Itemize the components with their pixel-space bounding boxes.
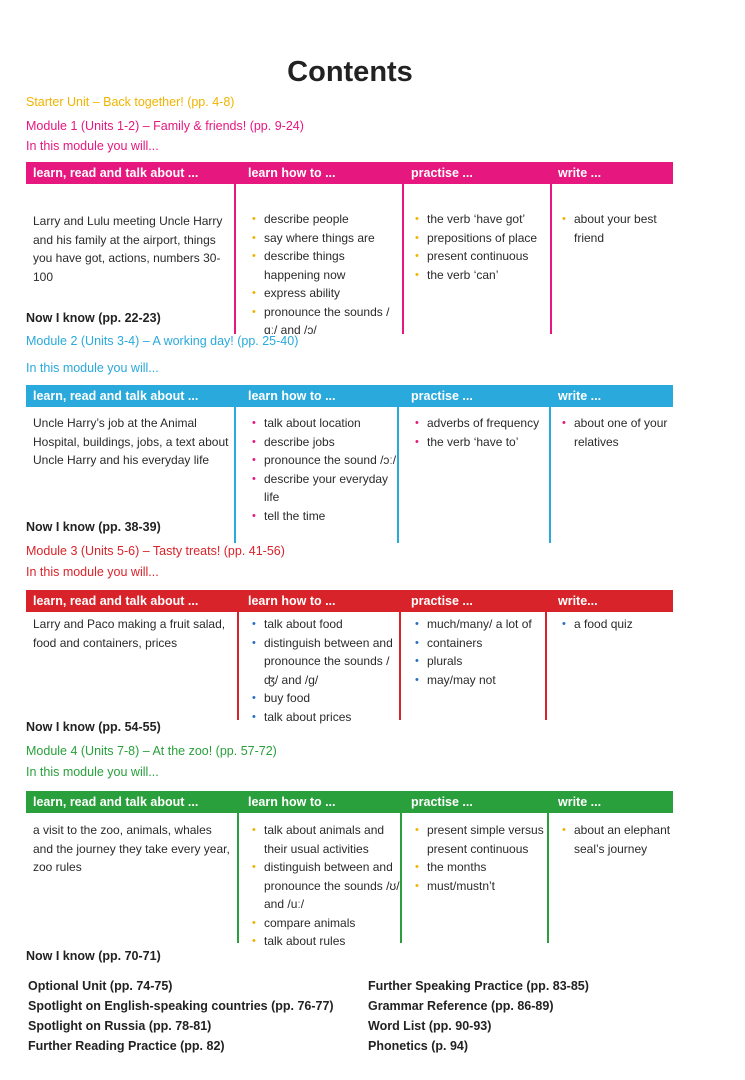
footer-item: Word List (pp. 90-93) bbox=[368, 1019, 492, 1033]
how-list bbox=[250, 821, 400, 951]
table-header bbox=[26, 385, 673, 407]
column-divider bbox=[400, 813, 402, 943]
list-item: • about one of your relatives bbox=[560, 414, 672, 451]
write-list bbox=[560, 615, 672, 634]
table-header bbox=[26, 162, 673, 184]
list-item: • say where things are bbox=[250, 229, 400, 248]
list-item: • about an elephant seal’s journey bbox=[560, 821, 672, 858]
learn-text: Uncle Harry’s job at the Animal Hospital, buildings, jobs, a text about Uncle Harry and his everyday life bbox=[33, 416, 229, 467]
how-list bbox=[250, 414, 400, 525]
list-item: • talk about location bbox=[250, 414, 400, 433]
header-learn: learn, read and talk about ... bbox=[33, 594, 199, 608]
list-item: • distinguish between and pronounce the sounds /ʊ/ and /uː/ bbox=[250, 858, 400, 914]
list-item: • describe things happening now bbox=[250, 247, 400, 284]
list-item: • pronounce the sounds /ɑː/ and /ɔ/ bbox=[250, 303, 400, 340]
list-item: • talk about food bbox=[250, 615, 400, 634]
list-item: • talk about animals and their usual activities bbox=[250, 821, 400, 858]
list-item: • buy food bbox=[250, 689, 400, 708]
write-list bbox=[560, 821, 672, 858]
footer-item: Phonetics (p. 94) bbox=[368, 1039, 469, 1053]
header-learn: learn, read and talk about ... bbox=[33, 389, 199, 403]
table-header bbox=[26, 791, 673, 813]
list-item: • describe jobs bbox=[250, 433, 400, 452]
list-item: • talk about prices bbox=[250, 708, 400, 727]
header-practise: practise ... bbox=[411, 594, 473, 608]
module-1-intro: In this module you will... bbox=[26, 139, 159, 153]
list-item: • may/may not bbox=[413, 671, 548, 690]
module-1-now-i-know: Now I know (pp. 22-23) bbox=[26, 311, 161, 325]
header-practise: practise ... bbox=[411, 795, 473, 809]
column-divider bbox=[550, 184, 552, 334]
footer-item: Spotlight on English-speaking countries (pp. 76-77) bbox=[28, 999, 334, 1013]
column-divider bbox=[402, 184, 404, 334]
list-item: • express ability bbox=[250, 284, 400, 303]
header-write: write ... bbox=[558, 795, 602, 809]
write-list bbox=[560, 414, 672, 451]
module-4-heading: Module 4 (Units 7-8) – At the zoo! (pp. 57-72) bbox=[26, 744, 277, 758]
column-divider bbox=[237, 813, 239, 943]
list-item: • adverbs of frequency bbox=[413, 414, 548, 433]
column-divider bbox=[234, 407, 236, 543]
learn-text: Larry and Lulu meeting Uncle Harry and his family at the airport, things you have got, actions, numbers 30-100 bbox=[33, 214, 223, 284]
module-3-heading: Module 3 (Units 5-6) – Tasty treats! (pp. 41-56) bbox=[26, 544, 285, 558]
starter-unit-heading: Starter Unit – Back together! (pp. 4-8) bbox=[26, 95, 235, 109]
page-title: Contents bbox=[287, 56, 413, 88]
practise-list bbox=[413, 821, 548, 895]
header-how: learn how to ... bbox=[248, 594, 336, 608]
list-item: • containers bbox=[413, 634, 548, 653]
footer-right-list bbox=[368, 976, 589, 1056]
list-item: • much/many/ a lot of bbox=[413, 615, 548, 634]
practise-list bbox=[413, 210, 548, 284]
module-4-now-i-know: Now I know (pp. 70-71) bbox=[26, 949, 161, 963]
list-item: • prepositions of place bbox=[413, 229, 548, 248]
header-practise: practise ... bbox=[411, 389, 473, 403]
footer-item: Grammar Reference (pp. 86-89) bbox=[368, 999, 554, 1013]
header-how: learn how to ... bbox=[248, 795, 336, 809]
footer-item: Spotlight on Russia (pp. 78-81) bbox=[28, 1019, 212, 1033]
header-write: write ... bbox=[558, 166, 602, 180]
footer-item: Further Speaking Practice (pp. 83-85) bbox=[368, 979, 589, 993]
column-divider bbox=[234, 184, 236, 334]
learn-text: Larry and Paco making a fruit salad, food and containers, prices bbox=[33, 617, 226, 650]
list-item: • pronounce the sound /ɔː/ bbox=[250, 451, 400, 470]
list-item: • distinguish between and pronounce the sounds /ʤ/ and /g/ bbox=[250, 634, 400, 690]
learn-text: a visit to the zoo, animals, whales and the journey they take every year, zoo rules bbox=[33, 823, 230, 874]
list-item: • the verb ‘have to’ bbox=[413, 433, 548, 452]
footer-item: Optional Unit (pp. 74-75) bbox=[28, 979, 173, 993]
list-item: • present simple versus present continuous bbox=[413, 821, 548, 858]
how-list bbox=[250, 210, 400, 340]
module-2-heading: Module 2 (Units 3-4) – A working day! (pp. 25-40) bbox=[26, 334, 299, 348]
list-item: • plurals bbox=[413, 652, 548, 671]
practise-list bbox=[413, 414, 548, 451]
header-practise: practise ... bbox=[411, 166, 473, 180]
footer-item: Further Reading Practice (pp. 82) bbox=[28, 1039, 225, 1053]
list-item: • describe your everyday life bbox=[250, 470, 400, 507]
module-3-now-i-know: Now I know (pp. 54-55) bbox=[26, 720, 161, 734]
list-item: • a food quiz bbox=[560, 615, 672, 634]
module-2-intro: In this module you will... bbox=[26, 361, 159, 375]
header-learn: learn, read and talk about ... bbox=[33, 166, 199, 180]
how-list bbox=[250, 615, 400, 726]
header-how: learn how to ... bbox=[248, 389, 336, 403]
table-header bbox=[26, 590, 673, 612]
header-how: learn how to ... bbox=[248, 166, 336, 180]
list-item: • must/mustn’t bbox=[413, 877, 548, 896]
list-item: • describe people bbox=[250, 210, 400, 229]
footer-left-list bbox=[28, 976, 334, 1056]
header-learn: learn, read and talk about ... bbox=[33, 795, 199, 809]
header-write: write ... bbox=[558, 389, 602, 403]
module-3-intro: In this module you will... bbox=[26, 565, 159, 579]
module-4-intro: In this module you will... bbox=[26, 765, 159, 779]
list-item: • compare animals bbox=[250, 914, 400, 933]
module-1-heading: Module 1 (Units 1-2) – Family & friends! (pp. 9-24) bbox=[26, 119, 304, 133]
column-divider bbox=[549, 407, 551, 543]
list-item: • talk about rules bbox=[250, 932, 400, 951]
list-item: • the verb ‘have got’ bbox=[413, 210, 548, 229]
list-item: • tell the time bbox=[250, 507, 400, 526]
header-write: write... bbox=[558, 594, 598, 608]
list-item: • the months bbox=[413, 858, 548, 877]
column-divider bbox=[237, 612, 239, 720]
list-item: • the verb ‘can’ bbox=[413, 266, 548, 285]
list-item: • present continuous bbox=[413, 247, 548, 266]
practise-list bbox=[413, 615, 548, 689]
module-4-table bbox=[26, 791, 673, 963]
write-list bbox=[560, 210, 672, 247]
list-item: • about your best friend bbox=[560, 210, 672, 247]
module-2-now-i-know: Now I know (pp. 38-39) bbox=[26, 520, 161, 534]
